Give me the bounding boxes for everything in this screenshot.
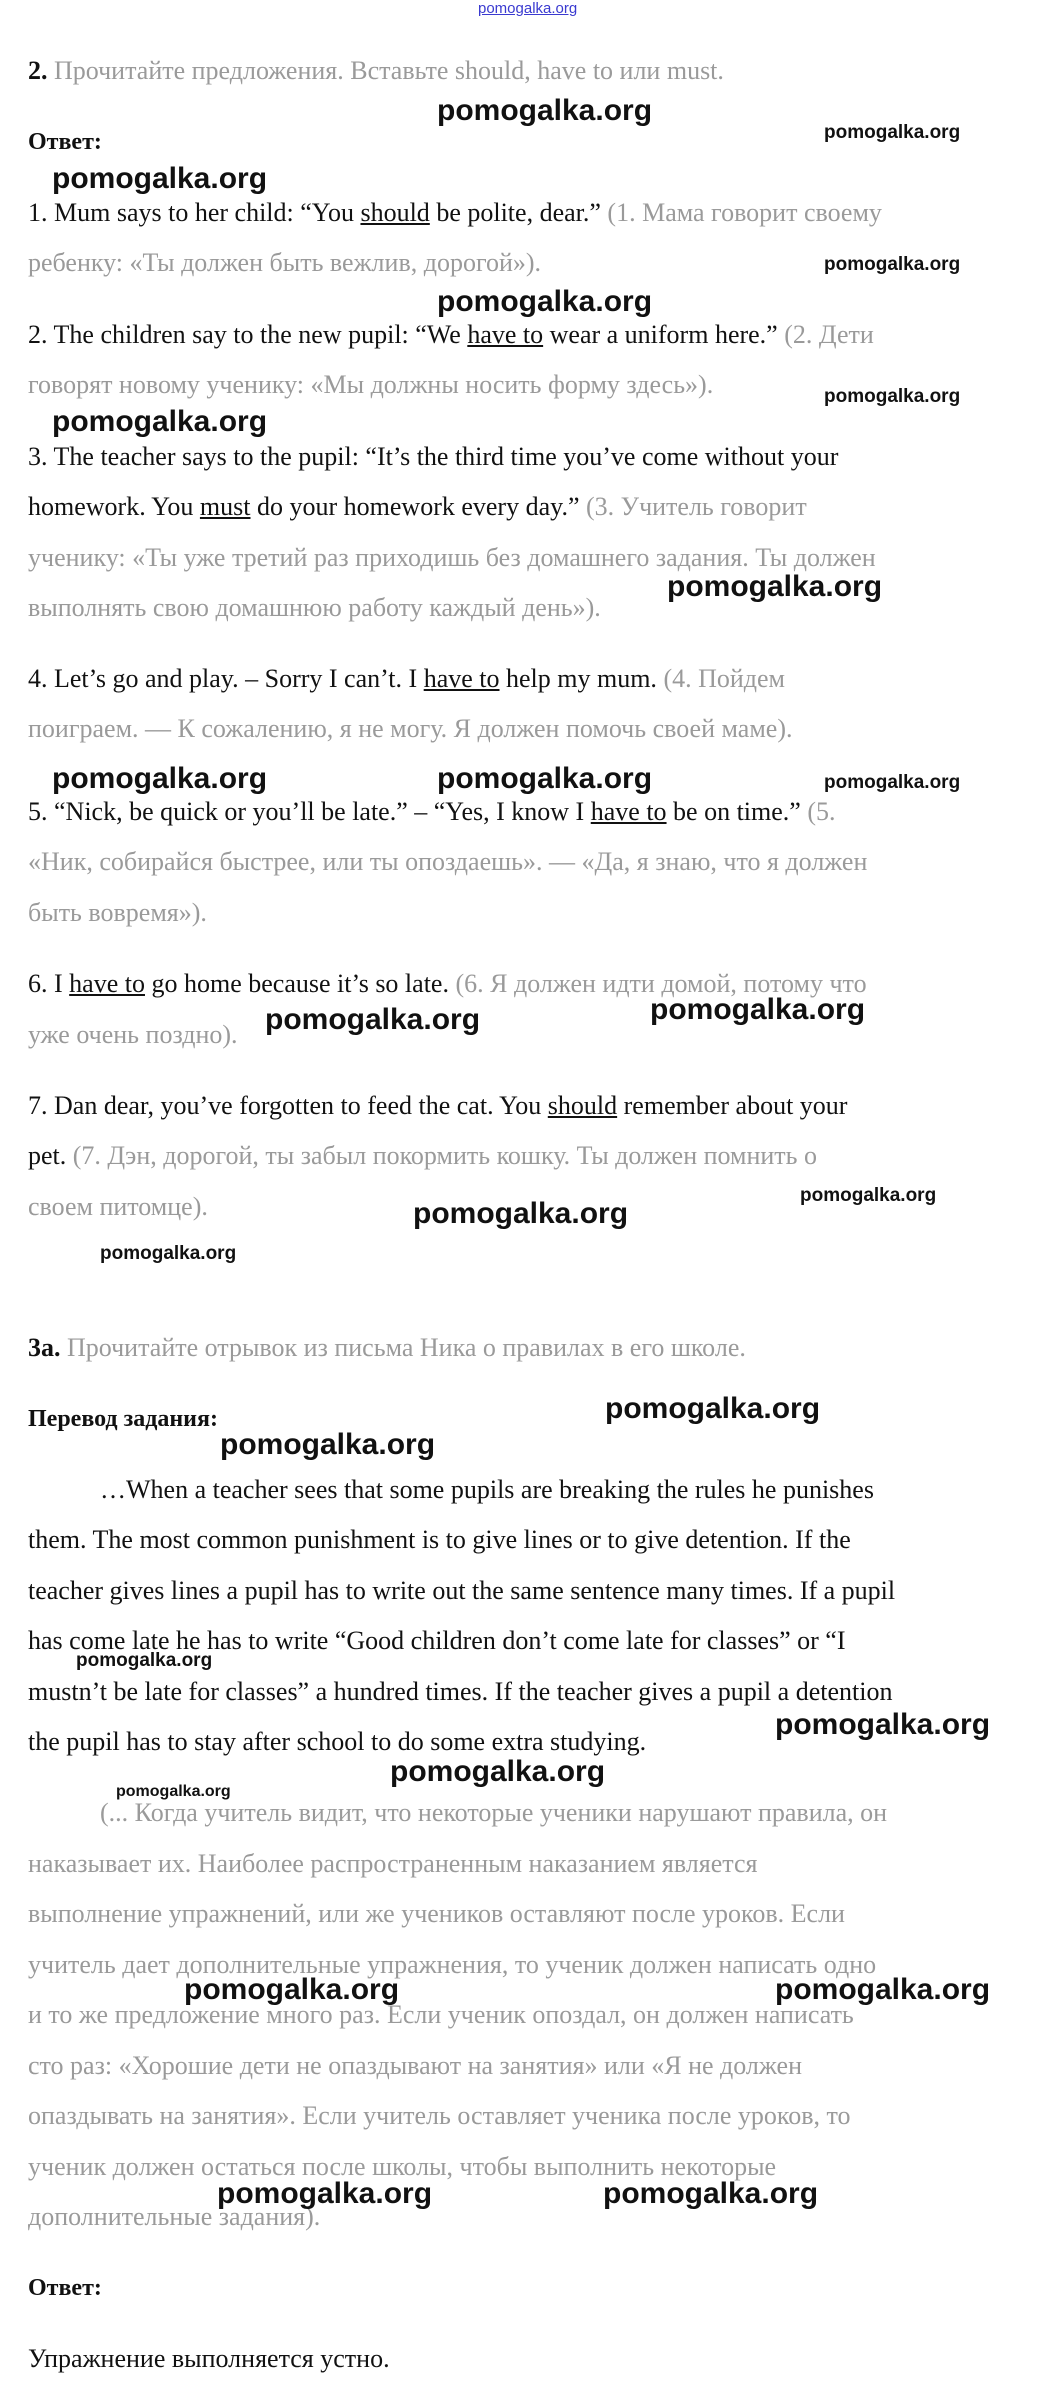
- item4-modal: have to: [423, 664, 500, 693]
- item2-text-a: 2. The children say to the new pupil: “We: [28, 320, 468, 349]
- item3-text-b: do your homework every day.”: [250, 492, 586, 521]
- item3-line3: ученику: «Ты уже третий раз приходишь без домашнего задания. Ты должен: [28, 543, 876, 572]
- watermark: pomogalka.org: [437, 762, 653, 795]
- watermark: pomogalka.org: [265, 1003, 481, 1036]
- item3-line4: выполнять свою домашнюю работу каждый день»).: [28, 593, 601, 622]
- watermark: pomogalka.org: [650, 993, 866, 1026]
- item7-text-a: 7. Dan dear, you’ve forgotten to feed the cat. You: [28, 1091, 548, 1120]
- english-line-2: them. The most common punishment is to give lines or to give detention. If the: [28, 1525, 851, 1554]
- russian-line-8: ученик должен остаться после школы, чтобы выполнить некоторые: [28, 2152, 777, 2181]
- watermark: pomogalka.org: [390, 1755, 606, 1788]
- watermark: pomogalka.org: [100, 1243, 237, 1264]
- item1-translation-a: (1. Мама говорит своему: [607, 198, 882, 227]
- russian-line-1: (... Когда учитель видит, что некоторые ученики нарушают правила, он: [100, 1798, 888, 1827]
- item6-text-a: 6. I: [28, 969, 70, 998]
- watermark: pomogalka.org: [437, 285, 653, 318]
- english-line-6: the pupil has to stay after school to do some extra studying.: [28, 1727, 647, 1756]
- item7-line3: своем питомце).: [28, 1192, 208, 1221]
- russian-line-4: учитель дает дополнительные упражнения, то ученик должен написать одно: [28, 1950, 877, 1979]
- watermark: pomogalka.org: [116, 1783, 231, 1800]
- item7-line1: [28, 1089, 847, 1123]
- english-line-4: has come late he has to write “Good children don’t come late for classes” or “I: [28, 1626, 846, 1655]
- watermark: pomogalka.org: [824, 772, 961, 793]
- item5-modal: have to: [590, 797, 667, 826]
- task3a-answer-label: Ответ:: [28, 2275, 102, 2301]
- item1-line1: [28, 196, 882, 230]
- item1-text-b: be polite, dear.”: [429, 198, 608, 227]
- russian-line-2: наказывает их. Наиболее распространенным наказанием является: [28, 1849, 758, 1878]
- watermark: pomogalka.org: [603, 2177, 819, 2210]
- russian-line-6: сто раз: «Хорошие дети не опаздывают на занятия» или «Я не должен: [28, 2051, 802, 2080]
- item4-line1: [28, 662, 785, 696]
- item6-text-b: go home because it’s so late.: [144, 969, 456, 998]
- item1-line2: ребенку: «Ты должен быть вежлив, дорогой»).: [28, 248, 542, 277]
- site-header-link[interactable]: pomogalka.org: [478, 0, 578, 17]
- russian-line-9: дополнительные задания).: [28, 2202, 321, 2231]
- russian-line-7: опаздывать на занятия». Если учитель оставляет ученика после уроков, то: [28, 2101, 851, 2130]
- item7-text-c: pet.: [28, 1141, 73, 1170]
- item1-modal: should: [360, 198, 430, 227]
- watermark: pomogalka.org: [413, 1197, 629, 1230]
- item2-modal: have to: [467, 320, 544, 349]
- item5-translation-a: (5.: [807, 797, 836, 826]
- item5-text-a: 5. “Nick, be quick or you’ll be late.” – “Yes, I know I: [28, 797, 591, 826]
- task3a-translation-label: Перевод задания:: [28, 1406, 218, 1432]
- russian-line-5: и то же предложение много раз. Если ученик опоздал, он должен написать: [28, 2000, 854, 2029]
- item3-line2: [28, 490, 807, 524]
- russian-line-3: выполнение упражнений, или же учеников оставляют после уроков. Если: [28, 1899, 845, 1928]
- watermark: pomogalka.org: [824, 122, 961, 143]
- task3a-heading: [28, 1331, 746, 1365]
- item6-translation-a: (6. Я должен идти домой, потому что: [455, 969, 867, 998]
- item2-translation-a: (2. Дети: [784, 320, 874, 349]
- item6-line2: уже очень поздно).: [28, 1020, 238, 1049]
- item2-line2: говорят новому ученику: «Мы должны носить форму здесь»).: [28, 370, 714, 399]
- watermark: pomogalka.org: [667, 570, 883, 603]
- item7-translation-a: (7. Дэн, дорогой, ты забыл покормить кошку. Ты должен помнить о: [72, 1141, 818, 1170]
- task3a-instruction: Прочитайте отрывок из письма Ника о правилах в его школе.: [67, 1333, 746, 1362]
- task2-heading: [28, 54, 724, 88]
- task2-answer-label: Ответ:: [28, 129, 102, 155]
- item3-modal: must: [199, 492, 251, 521]
- watermark: pomogalka.org: [184, 1973, 400, 2006]
- item3-text-a: homework. You: [28, 492, 200, 521]
- item4-text-a: 4. Let’s go and play. – Sorry I can’t. I: [28, 664, 424, 693]
- item3-translation-a: (3. Учитель говорит: [586, 492, 807, 521]
- watermark: pomogalka.org: [76, 1650, 213, 1671]
- item4-text-b: help my mum.: [499, 664, 664, 693]
- english-line-1: …When a teacher sees that some pupils are breaking the rules he punishes: [100, 1475, 874, 1504]
- watermark: pomogalka.org: [52, 762, 268, 795]
- item5-line1: [28, 795, 836, 829]
- watermark: pomogalka.org: [52, 162, 268, 195]
- watermark: pomogalka.org: [220, 1428, 436, 1461]
- watermark: pomogalka.org: [52, 405, 268, 438]
- item7-modal: should: [547, 1091, 618, 1120]
- item3-line1: 3. The teacher says to the pupil: “It’s the third time you’ve come without your: [28, 442, 839, 471]
- item7-text-b: remember about your: [617, 1091, 848, 1120]
- item1-text-a: 1. Mum says to her child: “You: [28, 198, 361, 227]
- watermark: pomogalka.org: [437, 94, 653, 127]
- item6-modal: have to: [69, 969, 145, 998]
- item4-line2: поиграем. — К сожалению, я не могу. Я должен помочь своей маме).: [28, 714, 793, 743]
- task3a-answer-text: Упражнение выполняется устно.: [28, 2344, 390, 2373]
- task2-number: 2.: [28, 56, 48, 85]
- watermark: pomogalka.org: [605, 1392, 821, 1425]
- item2-line1: [28, 318, 874, 352]
- watermark: pomogalka.org: [775, 1708, 991, 1741]
- item5-text-b: be on time.”: [666, 797, 808, 826]
- item7-line2: [28, 1139, 817, 1173]
- task2-instruction: Прочитайте предложения. Вставьте should, have to или must.: [54, 56, 724, 85]
- watermark: pomogalka.org: [824, 386, 961, 407]
- english-line-5: mustn’t be late for classes” a hundred times. If the teacher gives a pupil a detention: [28, 1677, 893, 1706]
- item5-line3: быть вовремя»).: [28, 898, 207, 927]
- watermark: pomogalka.org: [217, 2177, 433, 2210]
- item2-text-b: wear a uniform here.”: [543, 320, 785, 349]
- item5-line2: «Ник, собирайся быстрее, или ты опоздаешь». — «Да, я знаю, что я должен: [28, 847, 868, 876]
- watermark: pomogalka.org: [800, 1185, 937, 1206]
- english-line-3: teacher gives lines a pupil has to write out the same sentence many times. If a pupil: [28, 1576, 896, 1605]
- task3a-number: 3a.: [28, 1333, 61, 1362]
- watermark: pomogalka.org: [775, 1973, 991, 2006]
- item4-translation-a: (4. Пойдем: [663, 664, 786, 693]
- watermark: pomogalka.org: [824, 254, 961, 275]
